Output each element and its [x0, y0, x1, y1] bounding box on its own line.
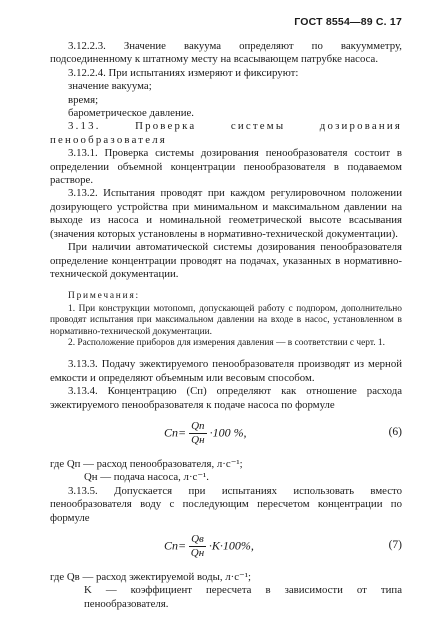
list-item: барометрическое давление. [68, 107, 194, 120]
page-header: ГОСТ 8554—89 С. 17 [294, 16, 402, 28]
notes-title: Примечания: [68, 291, 140, 302]
paragraph: 3.13.4. Концентрацию (Сп) определяют как отношение расхода эжектируемого пенообразователя к подаче насоса по формуле [50, 385, 402, 411]
where-line: Qн — подача насоса, л·с⁻¹. [84, 471, 209, 484]
list-item: время; [68, 93, 99, 106]
paragraph: При наличии автоматической системы дозирования пенообразователя определение концентрации проводят на подачах, указанных в нормативно-технической документации. [50, 241, 402, 280]
formula-lhs: Cп= [164, 425, 187, 440]
numerator: Qв [191, 533, 204, 545]
formula-rhs: ·100 %, [209, 425, 247, 440]
note: 2. Расположение приборов для измерения давления — в соответствии с черт. 1. [68, 337, 385, 348]
fraction [189, 420, 206, 447]
document-body [50, 40, 402, 611]
formula-rhs: ·K·100%, [208, 538, 254, 553]
paragraph: 3.12.2.4. При испытаниях измеряют и фиксируют: [68, 66, 299, 79]
where-line: K — коэффициент пересчета в зависимости от типа пенообразователя. [84, 584, 402, 610]
numerator: Qп [191, 419, 205, 432]
formula-6 [50, 416, 402, 456]
paragraph: 3.13.2. Испытания проводят при каждом регулировочном положении дозирующего устройства при минимальном и максимальном давлении на выходе из насоса и номинальной геометрической высоте всасывания (значения которых установлены в нормативно-технической документации). [50, 187, 402, 240]
section-heading: 3.13. Проверка системы дозирования пенообразователя [50, 120, 402, 146]
paragraph: 3.13.5. Допускается при испытаниях использовать вместо пенообразователя воду с последующим пересчетом концентрации по формуле [50, 484, 402, 524]
denominator: Qн [191, 433, 205, 446]
formula-7 [50, 529, 402, 569]
equation-number: (7) [388, 539, 402, 551]
where-line: где Qв — расход эжектируемой воды, л·с⁻¹; [50, 571, 251, 583]
where-line: где Qп — расход пенообразователя, л·с⁻¹; [50, 457, 243, 470]
paragraph: 3.12.2.3. Значение вакуума определяют по вакуумметру, подсоединенному к штатному месту на всасывающем патрубке насоса. [50, 40, 402, 66]
formula-lhs: Cп= [164, 538, 187, 553]
list-item: значение вакуума; [68, 80, 152, 93]
paragraph: 3.13.1. Проверка системы дозирования пенообразователя состоит в определении объемной концентрации пенообразователя в подаваемом растворе. [50, 147, 402, 187]
denominator: Qн [190, 547, 205, 559]
paragraph: 3.13.3. Подачу эжектируемого пенообразователя производят из мерной емкости и определяют объемным или весовым способом. [50, 358, 402, 384]
note: 1. При конструкции мотопомп, допускающей работу с подпором, дополнительно проводят испытания при максимальном давлении на входе в насос, установленном в нормативно-технической документации. [50, 303, 402, 337]
fraction [189, 533, 206, 560]
equation-number: (6) [388, 425, 402, 438]
